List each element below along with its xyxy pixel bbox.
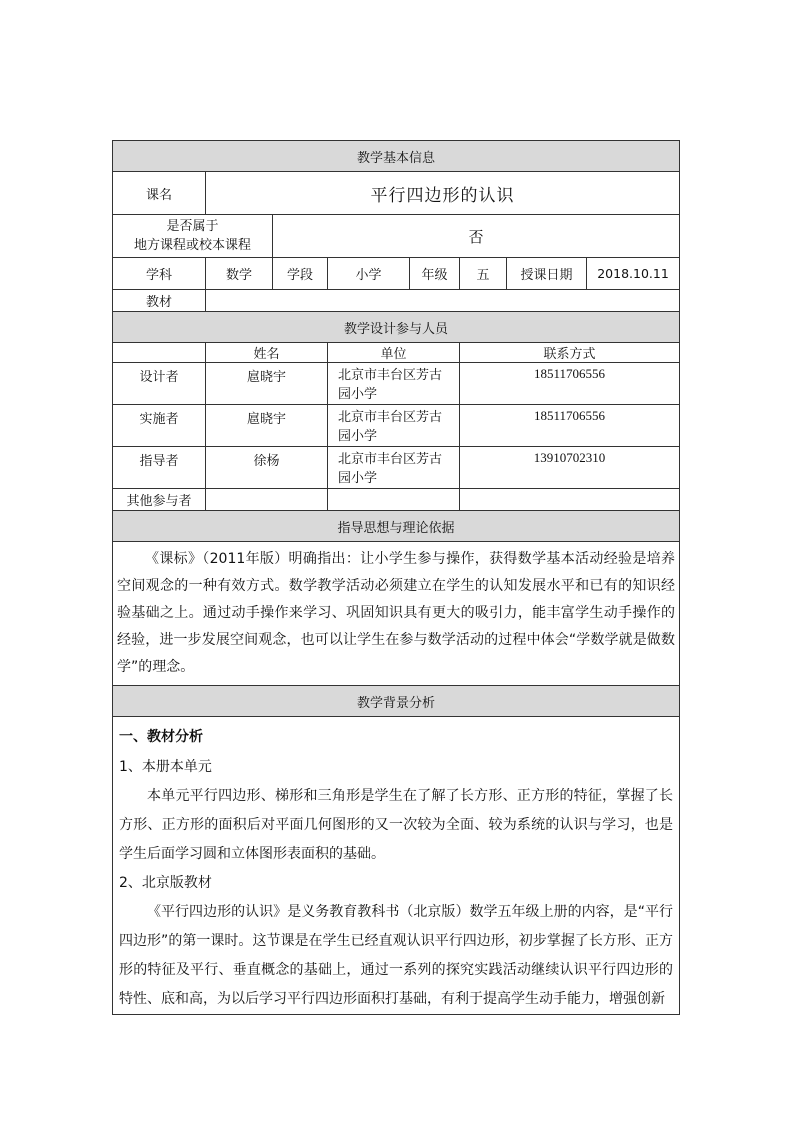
section-title-basic-info: 教学基本信息 <box>113 141 680 172</box>
local-course-label-line1: 是否属于 <box>166 219 219 234</box>
participant-contact: 18511706556 <box>460 405 680 447</box>
participant-unit: 北京市丰台区芳古园小学 <box>328 363 460 405</box>
local-course-value: 否 <box>273 215 680 258</box>
participant-contact: 13910702310 <box>460 447 680 489</box>
table-row <box>113 489 680 511</box>
section-title-participants: 教学设计参与人员 <box>113 312 680 343</box>
participant-role: 实施者 <box>113 405 206 447</box>
participants-header-name: 姓名 <box>206 343 328 363</box>
participants-header-empty <box>113 343 206 363</box>
lesson-plan-document <box>112 140 679 1015</box>
participant-name <box>206 489 328 511</box>
section-title-guidance: 指导思想与理论依据 <box>113 511 680 542</box>
stage-value: 小学 <box>328 258 410 290</box>
subject-label: 学科 <box>113 258 206 290</box>
textbook-value <box>206 290 680 312</box>
local-course-label-line2: 地方课程或校本课程 <box>133 238 251 253</box>
participants-header-contact: 联系方式 <box>460 343 680 363</box>
participant-role: 设计者 <box>113 363 206 405</box>
background-paragraph-2: 《平行四边形的认识》是义务教育教科书（北京版）数学五年级上册的内容，是“平行四边形”的第一课时。这节课是在学生已经直观认识平行四边形，初步掌握了长方形、正方形的特征及平行、垂直概念的基础上，通过一系列的探究实践活动继续认识平行四边形的特性、底和高，为以后学习平行四边形面积打基础，有利于提高学生动手能力，增强创新 <box>119 904 674 1007</box>
section-title-background: 教学背景分析 <box>113 686 680 717</box>
participant-role: 指导者 <box>113 447 206 489</box>
participant-unit: 北京市丰台区芳古园小学 <box>328 447 460 489</box>
stage-label: 学段 <box>273 258 328 290</box>
lesson-plan-table <box>112 140 680 1015</box>
participant-unit <box>328 489 460 511</box>
table-row <box>113 405 680 447</box>
course-name-label: 课名 <box>113 172 206 215</box>
participants-header-unit: 单位 <box>328 343 460 363</box>
background-subheading-1: 1、本册本单元 <box>119 759 212 775</box>
participant-contact: 18511706556 <box>460 363 680 405</box>
course-name-value: 平行四边形的认识 <box>206 172 680 215</box>
textbook-label: 教材 <box>113 290 206 312</box>
grade-value: 五 <box>460 258 507 290</box>
background-subheading-2: 2、北京版教材 <box>119 875 212 891</box>
participant-role: 其他参与者 <box>113 489 206 511</box>
participant-unit: 北京市丰台区芳古园小学 <box>328 405 460 447</box>
date-value: 2018.10.11 <box>587 258 680 290</box>
table-row <box>113 363 680 405</box>
participant-name: 扈晓宇 <box>206 363 328 405</box>
guidance-paragraph: 《课标》（2011年版）明确指出：让小学生参与操作，获得数学基本活动经验是培养空间观念的一种有效方式。数学教学活动必须建立在学生的认知发展水平和已有的知识经验基础之上。通过动手操作来学习、巩固知识具有更大的吸引力，能丰富学生动手操作的经验，进一步发展空间观念，也可以让学生在参与数学活动的过程中体会“学数学就是做数学”的理念。 <box>113 542 680 686</box>
subject-value: 数学 <box>206 258 273 290</box>
local-course-label <box>113 215 273 258</box>
table-row <box>113 447 680 489</box>
date-label: 授课日期 <box>507 258 587 290</box>
participant-name: 徐杨 <box>206 447 328 489</box>
background-content <box>113 717 680 1015</box>
participant-name: 扈晓宇 <box>206 405 328 447</box>
background-paragraph-1: 本单元平行四边形、梯形和三角形是学生在了解了长方形、正方形的特征，掌握了长方形、正方形的面积后对平面几何图形的又一次较为全面、较为系统的认识与学习，也是学生后面学习圆和立体图形表面积的基础。 <box>119 788 674 862</box>
participant-contact <box>460 489 680 511</box>
grade-label: 年级 <box>410 258 460 290</box>
background-heading: 一、教材分析 <box>119 729 203 745</box>
